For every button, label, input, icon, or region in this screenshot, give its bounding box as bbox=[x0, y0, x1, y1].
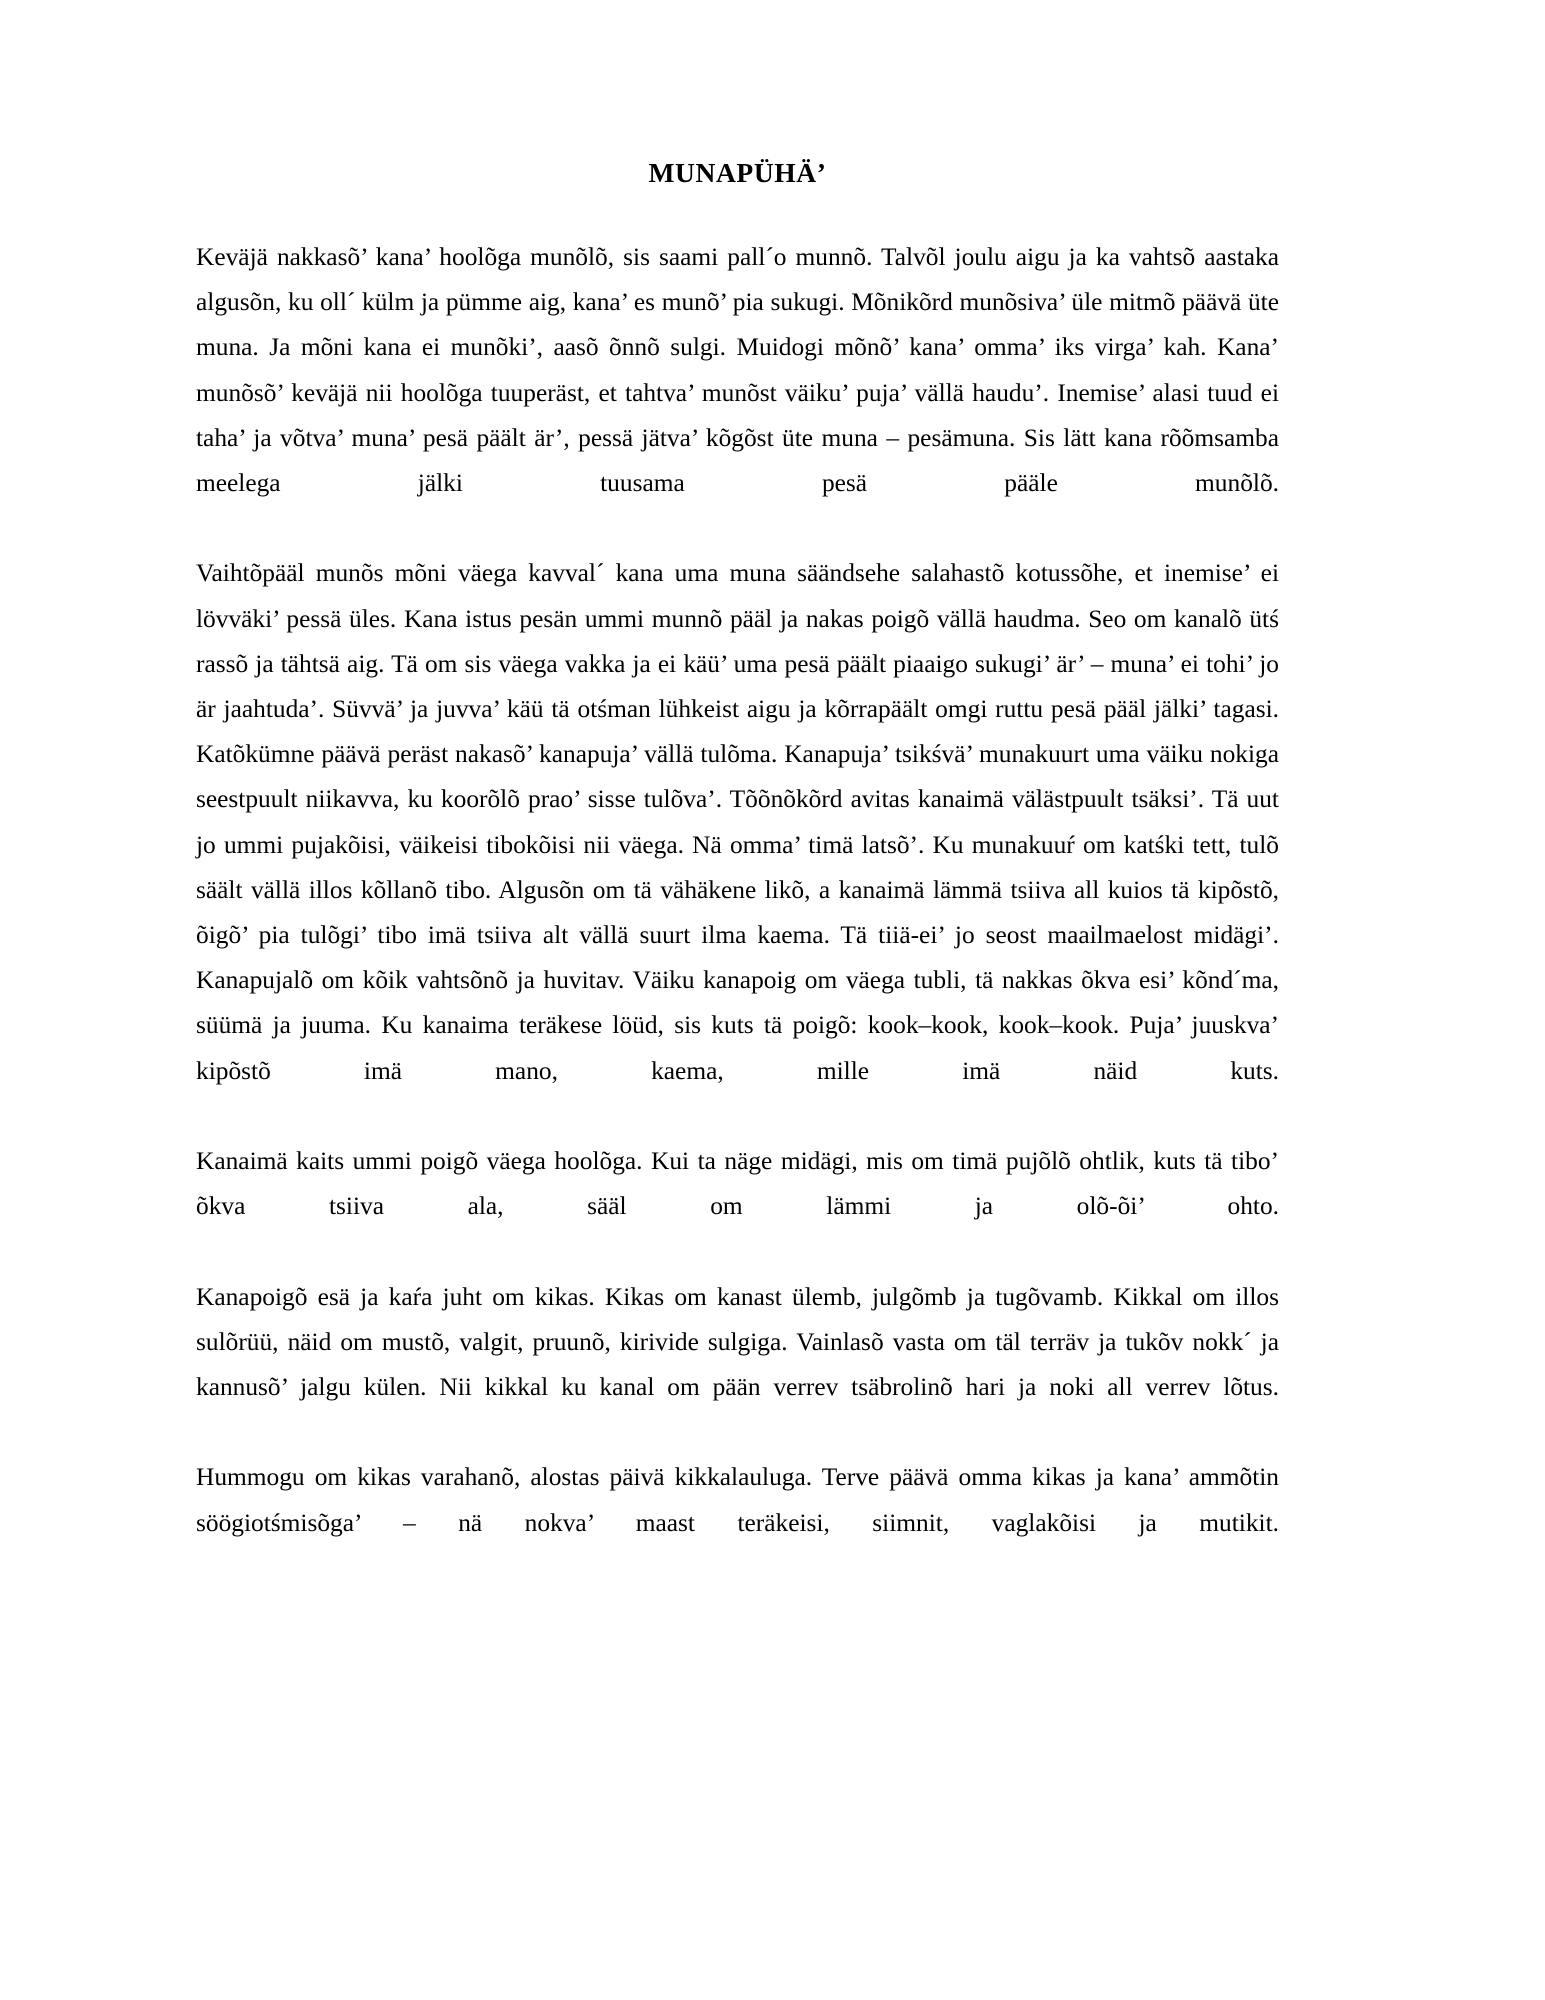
paragraph-2: Vaihtõpääl munõs mõni väega kavval´ kana uma muna säändsehe salahastõ kotussõhe, et inemise’ ei lövväki’ pessä üles. Kana istus pesän ummi munnõ pääl ja nakas poigõ vällä haudma. Seo om kanalõ ütś rassõ ja tähtsä aig. Tä om sis väega vakka ja ei käü’ uma pesä päält piaaigo sukugi’ är’ – muna’ ei tohi’ jo är jaahtuda’. Süvvä’ ja juvva’ käü tä otśman lühkeist aigu ja kõrrapäält omgi ruttu pesä pääl jälki’ tagasi. Katõkümne päävä peräst nakasõ’ kanapuja’ vällä tulõma. Kanapuja’ tsikśvä’ munakuurt uma väiku nokiga seestpuult niikavva, ku koorõlõ prao’ sisse tulõva’. Tõõnõkõrd avitas kanaimä välästpuult tsäksi’. Tä uut jo ummi pujakõisi, väikeisi tibokõisi nii väega. Nä omma’ timä latsõ’. Ku munakuuŕ om katśki tett, tulõ säält vällä illos kõllanõ tibo. Algusõn om tä vähäkene likõ, a kanaimä lämmä tsiiva all kuios tä kipõstõ, õigõ’ pia tulõgi’ tibo imä tsiiva alt vällä suurt ilma kaema. Tä tiiä-ei’ jo seost maailmaelost midägi’. Kanapujalõ om kõik vahtsõnõ ja huvitav. Väiku kanapoig om väega tubli, tä nakkas õkva esi’ kõnd´ma, süümä ja juuma. Ku kanaima teräkese löüd, sis kuts tä poigõ: kook–kook, kook–kook. Puja’ juuskva’ kipõstõ imä mano, kaema, mille imä näid kuts. bbox=[196, 559, 1279, 1085]
paragraph-1: Keväjä nakkasõ’ kana’ hoolõga munõlõ, sis saami pall´o munnõ. Talvõl joulu aigu ja ka vahtsõ aastaka algusõn, ku oll´ külm ja pümme aig, kana’ es munõ’ pia sukugi. Mõnikõrd munõsiva’ üle mitmõ päävä üte muna. Ja mõni kana ei munõki’, aasõ õnnõ sulgi. Muidogi mõnõ’ kana’ omma’ iks virga’ kah. Kana’ munõsõ’ keväjä nii hoolõga tuuperäst, et tahtva’ munõst väiku’ puja’ vällä haudu’. Inemise’ alasi tuud ei taha’ ja võtva’ muna’ pesä päält är’, pessä jätva’ kõgõst üte muna – pesämuna. Sis lätt kana rõõmsamba meelega jälki tuusama pesä pääle munõlõ. bbox=[196, 243, 1279, 498]
paragraph-3: Kanaimä kaits ummi poigõ väega hoolõga. Kui ta näge midägi, mis om timä pujõlõ ohtlik, kuts tä tibo’ õkva tsiiva ala, sääl om lämmi ja olõ-õi’ ohto. bbox=[196, 1147, 1279, 1221]
paragraph-4: Kanapoigõ esä ja kaŕa juht om kikas. Kikas om kanast ülemb, julgõmb ja tugõvamb. Kikkal om illos sulõrüü, näid om mustõ, valgit, pruunõ, kirivide sulgiga. Vainlasõ vasta om täl terräv ja tukõv nokk´ ja kannusõ’ jalgu külen. Nii kikkal ku kanal om pään verrev tsäbrolinõ hari ja noki all verrev lõtus. bbox=[196, 1282, 1279, 1402]
page-content bbox=[196, 128, 1279, 1591]
body-text bbox=[196, 235, 1279, 1591]
paragraph-5: Hummogu om kikas varahanõ, alostas päivä kikkalauluga. Terve päävä omma kikas ja kana’ ammõtin söögiotśmisõga’ – nä nokva’ maast teräkeisi, siimnit, vaglakõisi ja mutikit. bbox=[196, 1463, 1279, 1537]
page-title: MUNAPÜHÄ’ bbox=[648, 157, 827, 188]
